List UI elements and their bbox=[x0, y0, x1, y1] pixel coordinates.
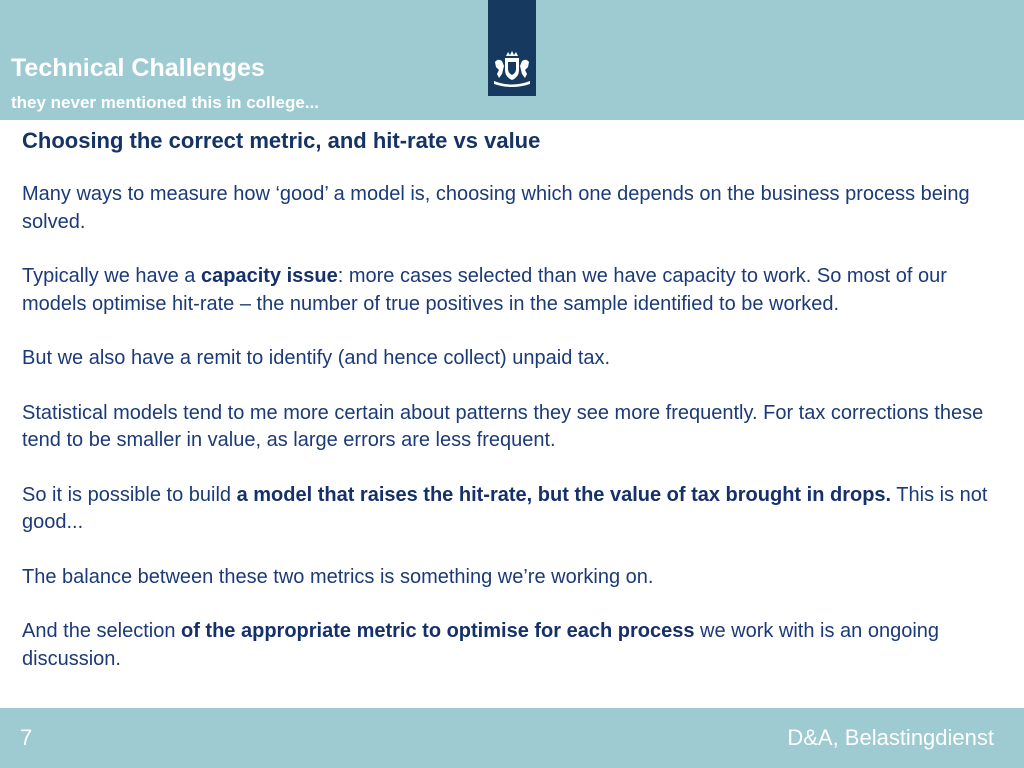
slide-title: Technical Challenges bbox=[11, 54, 265, 82]
paragraph-3: But we also have a remit to identify (and hence collect) unpaid tax. bbox=[22, 347, 611, 369]
page-number: 7 bbox=[20, 725, 33, 750]
paragraph-2 bbox=[22, 263, 1002, 318]
paragraph-1: Many ways to measure how ‘good’ a model is, choosing which one depends on the business process being solved. bbox=[22, 183, 970, 233]
paragraph-5-text-c: This is not good... bbox=[22, 483, 988, 533]
paragraph-5 bbox=[22, 482, 1002, 537]
paragraph-7-text-a: And the selection bbox=[22, 620, 181, 642]
slide-subtitle: they never mentioned this in college... bbox=[11, 93, 319, 112]
paragraph-7 bbox=[22, 618, 1002, 673]
paragraph-5-emphasis: a model that raises the hit-rate, but the value of tax brought in drops. bbox=[236, 483, 892, 506]
paragraph-5-text-a: So it is possible to build bbox=[22, 483, 237, 506]
paragraph-6: The balance between these two metrics is something we’re working on. bbox=[22, 565, 654, 588]
paragraph-7-text-c: we work with is an ongoing discussion. bbox=[22, 620, 940, 670]
paragraph-2-text-c: : more cases selected than we have capacity to work. So most of our models optimise hit-rate – the number of true positives in the sample identified to be worked. bbox=[22, 265, 947, 315]
logo-band bbox=[488, 0, 536, 96]
header-bar bbox=[0, 0, 1024, 120]
coat-of-arms-icon bbox=[491, 50, 533, 90]
paragraph-7-emphasis: of the appropriate metric to optimise for each process bbox=[181, 620, 695, 642]
footer-bar bbox=[0, 708, 1024, 768]
organization-name: D&A, Belastingdienst bbox=[787, 725, 994, 750]
paragraph-2-emphasis: capacity issue bbox=[200, 265, 338, 287]
paragraph-2-text-a: Typically we have a bbox=[22, 265, 201, 287]
section-heading: Choosing the correct metric, and hit-rate vs value bbox=[22, 128, 541, 153]
paragraph-4: Statistical models tend to me more certain about patterns they see more frequently. For tax corrections these tend to be smaller in value, as large errors are less frequent. bbox=[22, 401, 984, 451]
slide-content bbox=[22, 127, 1002, 700]
